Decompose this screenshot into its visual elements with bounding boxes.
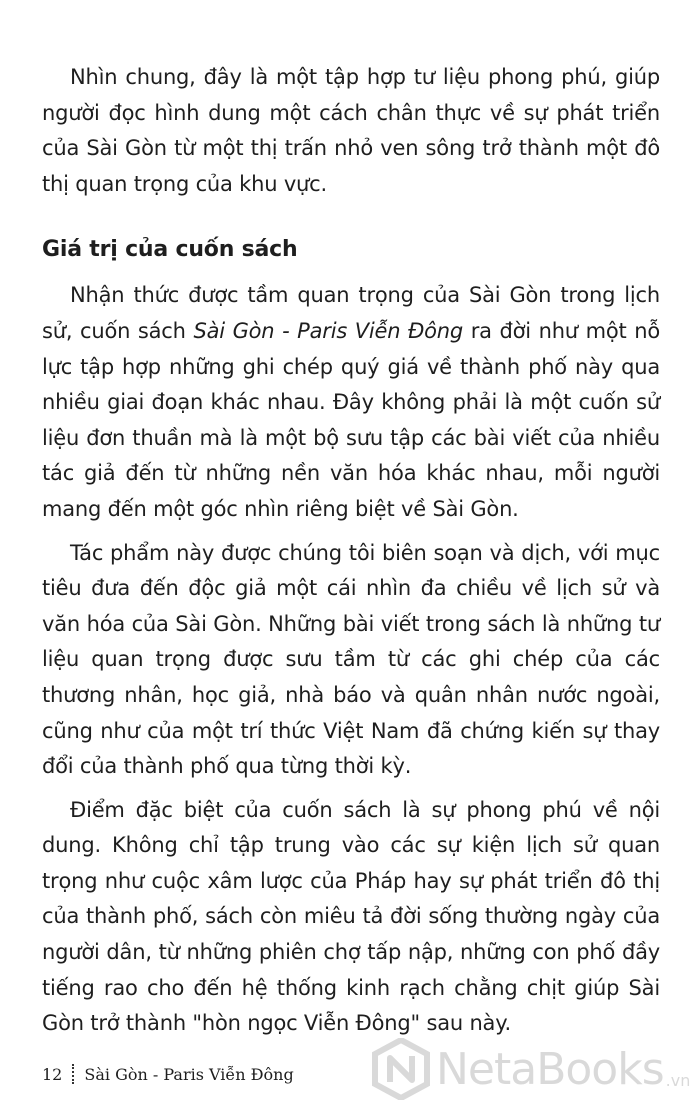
section-paragraph-1	[42, 278, 660, 527]
running-title: Sài Gòn - Paris Viễn Đông	[84, 1064, 294, 1084]
watermark-brand: NetaBooks	[436, 1043, 664, 1095]
watermark-suffix: .vn	[665, 1071, 691, 1090]
intro-paragraph: Nhìn chung, đây là một tập hợp tư liệu phong phú, giúp người đọc hình dung một cách chân thực về sự phát triển của Sài Gòn từ một thị trấn nhỏ ven sông trở thành một đô thị quan trọng của khu vực.	[42, 65, 660, 196]
netabooks-logo-icon	[372, 1038, 430, 1100]
page-footer	[42, 1064, 294, 1084]
section-paragraph-3: Điểm đặc biệt của cuốn sách là sự phong phú về nội dung. Không chỉ tập trung vào các sự kiện lịch sử quan trọng như cuộc xâm lược của Pháp hay sự phát triển đô thị của thành phố, sách còn miêu tả đời sống thường ngày của người dân, từ những phiên chợ tấp nập, những con phố đầy tiếng rao cho đến hệ thống kinh rạch chằng chịt giúp Sài Gòn trở thành "hòn ngọc Viễn Đông" sau này.	[42, 797, 660, 1036]
watermark	[372, 1038, 690, 1100]
paragraph-1-end: ra đời như một nỗ lực tập hợp những ghi chép quý giá về thành phố này qua nhiều giai đoạn khác nhau. Đây không phải là một cuốn sử liệu đơn thuần mà là một bộ sưu tập các bài viết của nhiều tác giả đến từ những nền văn hóa khác nhau, mỗi người mang đến một góc nhìn riêng biệt về Sài Gòn.	[42, 318, 660, 521]
page-content	[42, 60, 660, 1042]
section-paragraph-2: Tác phẩm này được chúng tôi biên soạn và dịch, với mục tiêu đưa đến độc giả một cái nhìn đa chiều về lịch sử và văn hóa của Sài Gòn. Những bài viết trong sách là những tư liệu quan trọng được sưu tầm từ các ghi chép của các thương nhân, học giả, nhà báo và quân nhân nước ngoài, cũng như của một trí thức Việt Nam đã chứng kiến sự thay đổi của thành phố qua từng thời kỳ.	[42, 540, 660, 779]
page-number: 12	[42, 1064, 63, 1084]
book-title-italic: Sài Gòn - Paris Viễn Đông	[193, 318, 464, 343]
footer-separator	[72, 1064, 74, 1084]
paragraph-1-start: Nhận thức được tầm quan trọng của Sài Gòn trong lịch sử, cuốn sách	[42, 283, 660, 343]
section-heading: Giá trị của cuốn sách	[42, 237, 298, 263]
